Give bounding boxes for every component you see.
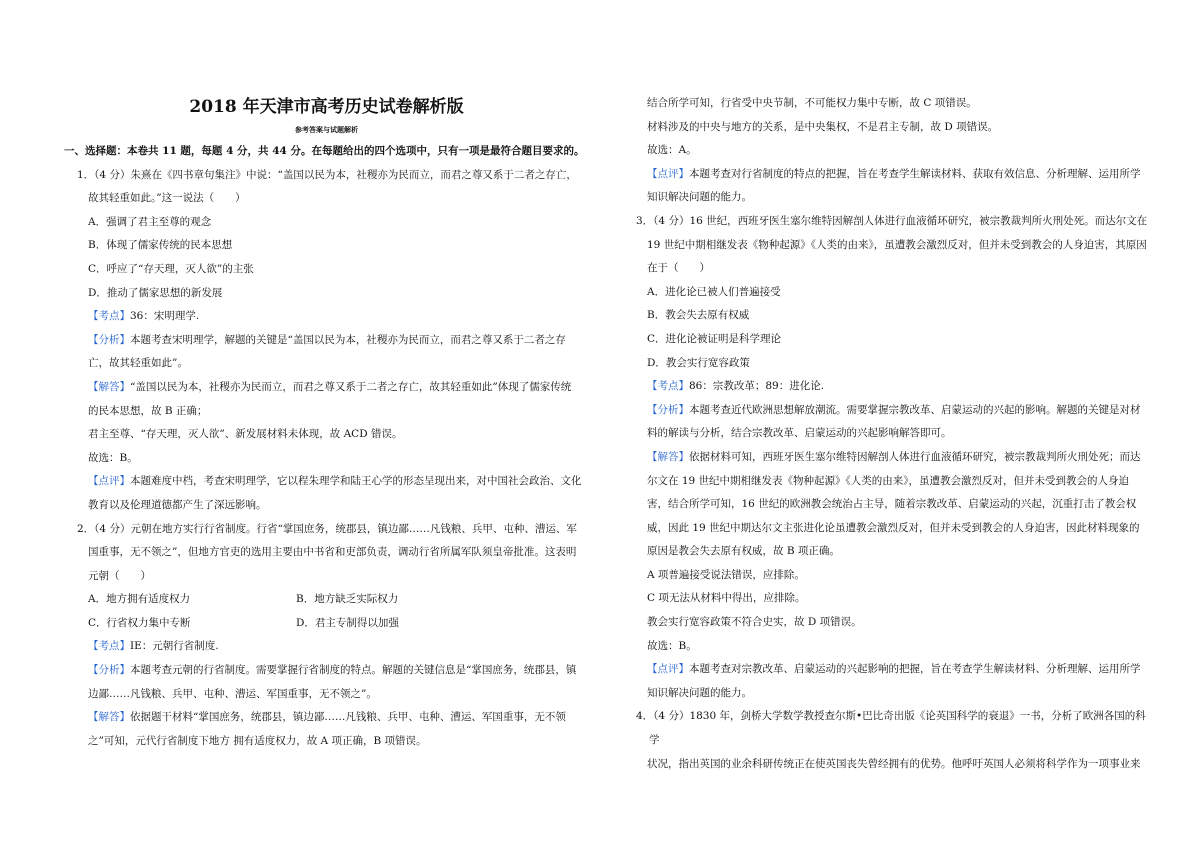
q1-option-a: A．强调了君主至尊的观念 — [88, 215, 212, 228]
q3-jieda-cont: 尔文在 19 世纪中期相继发表《物种起源》《人类的由来》，虽遭教会激烈反对，但并未受到教会的人身迫 — [647, 474, 1130, 487]
q2-option-d: D．君主专制得以加强 — [296, 616, 399, 629]
jieda-tag: 【解答】 — [88, 380, 130, 393]
fenxi-tag: 【分析】 — [88, 664, 130, 677]
q2-option-a: A．地方拥有适度权力 — [88, 593, 191, 606]
q2-option-c: C．行省权力集中专断 — [88, 616, 191, 629]
q3-answer: 故选：B。 — [647, 639, 697, 652]
question-3-stem-cont: 19 世纪中期相继发表《物种起源》《人类的由来》，虽遭教会激烈反对，但并未受到教会的人身迫害，其原因 — [647, 238, 1147, 251]
question-4-stem: 4．（4 分）1830 年，剑桥大学数学教授查尔斯•巴比奇出版《论英国科学的衰退》一书，分析了欧洲各国的科学 — [636, 710, 1146, 747]
q2-dianping-cont: 知识解决问题的能力。 — [647, 191, 752, 204]
q3-jieda: 【解答】依据材料可知，西班牙医生塞尔维特因解剖人体进行血液循环研究，被宗教裁判所火刑处死；而达 — [647, 450, 1141, 463]
right-column — [623, 0, 1148, 776]
question-1-stem-cont: 故其轻重如此。”这一说法（ ） — [88, 192, 246, 205]
q3-kaodian: 【考点】86：宗教改革；89：进化论. — [647, 380, 825, 393]
jieda-tag: 【解答】 — [647, 450, 689, 463]
document-subtitle: 参考答案与试题解析 — [295, 125, 358, 134]
kaodian-tag: 【考点】 — [647, 380, 689, 393]
q1-fenxi-cont: 亡，故其轻重如此”。 — [88, 357, 188, 370]
q1-jieda: 【解答】“盖国以民为本，社稷亦为民而立，而君之尊又系于二者之存亡，故其轻重如此”体现了儒家传统 — [88, 380, 572, 393]
q2-options-row-1 — [64, 588, 589, 612]
q2-option-b: B．地方缺乏实际权力 — [296, 593, 399, 606]
dianping-tag: 【点评】 — [647, 663, 689, 676]
q3-fenxi: 【分析】本题考查近代欧洲思想解放潮流。需要掌握宗教改革、启蒙运动的兴起的影响。解题的关键是对材 — [647, 403, 1141, 416]
q3-option-a: A．进化论已被人们普遍接受 — [647, 285, 781, 298]
q3-dianping: 【点评】本题考查对宗教改革、启蒙运动的兴起影响的把握，旨在考查学生解读材料、分析理解、运用所学 — [647, 663, 1141, 676]
q1-option-c: C．呼应了“存天理，灭人欲”的主张 — [88, 262, 254, 275]
q1-kaodian: 【考点】36：宋明理学. — [88, 310, 200, 323]
q3-note-c: C 项无法从材料中得出，应排除。 — [647, 592, 806, 605]
section-heading: 一、选择题：本卷共 11 题，每题 4 分，共 44 分。在每题给出的四个选项中，只有一项是最符合题目要求的。 — [64, 145, 585, 157]
q1-option-b: B．体现了儒家传统的民本思想 — [88, 239, 233, 252]
q3-note-a: A 项普遍接受说法错误，应排除。 — [647, 568, 805, 581]
q2-jieda-cont: 之”可知，元代行省制度下地方 拥有适度权力，故 A 项正确，B 项错误。 — [88, 734, 427, 747]
q3-option-c: C．进化论被证明是科学理论 — [647, 332, 782, 345]
question-2-stem: 2．（4 分）元朝在地方实行行省制度。行省“掌国庶务，统郡县，镇边鄙……凡钱粮、兵甲、屯种、漕运、军 — [77, 522, 577, 535]
q2-dianping: 【点评】本题考查对行省制度的特点的把握，旨在考查学生解读材料、获取有效信息、分析理解、运用所学 — [647, 167, 1141, 180]
q3-jieda-cont3: 威，因此 19 世纪中期达尔文主张进化论虽遭教会激烈反对，但并未受到教会的人身迫害，因此材料现象的 — [647, 521, 1140, 534]
q3-jieda-cont4: 原因是教会失去原有权威，故 B 项正确。 — [647, 545, 840, 558]
kaodian-tag: 【考点】 — [88, 640, 130, 653]
left-column — [64, 0, 589, 753]
q3-fenxi-cont: 料的解读与分析，结合宗教改革、启蒙运动的兴起影响解答即可。 — [647, 427, 952, 440]
fenxi-tag: 【分析】 — [647, 403, 689, 416]
q3-note-d: 教会实行宽容政策不符合史实，故 D 项错误。 — [647, 616, 862, 629]
q2-options-row-2 — [64, 612, 589, 636]
question-2-stem-cont2: 元朝（ ） — [88, 569, 151, 582]
q2-fenxi: 【分析】本题考查元朝的行省制度。需要掌握行省制度的特点。解题的关键信息是“掌国庶务，统郡县，镇 — [88, 664, 577, 677]
question-2-stem-cont: 国重事，无不领之”，但地方官吏的选用主要由中书省和吏部负责，调动行省所属军队须皇帝批准。这表明 — [88, 546, 577, 559]
question-3-stem-cont2: 在于（ ） — [647, 262, 710, 275]
dianping-tag: 【点评】 — [647, 167, 689, 180]
question-4-stem-cont: 状况，指出英国的业余科研传统正在使英国丧失曾经拥有的优势。他呼吁英国人必须将科学作为一项事业来 — [647, 757, 1141, 770]
q2-jieda-cont3: 材料涉及的中央与地方的关系，是中央集权，不是君主专制，故 D 项错误。 — [647, 120, 999, 133]
q3-jieda-cont2: 害，结合所学可知，16 世纪的欧洲教会统治占主导，随着宗教改革、启蒙运动的兴起，沉重打击了教会权 — [647, 498, 1137, 511]
question-1-stem: 1．（4 分）朱熹在《四书章句集注》中说：“盖国以民为本，社稷亦为民而立，而君之尊又系于二者之存亡， — [77, 168, 577, 181]
dianping-tag: 【点评】 — [88, 475, 130, 488]
q2-kaodian: 【考点】IE：元朝行省制度. — [88, 640, 219, 653]
jieda-tag: 【解答】 — [88, 711, 130, 724]
kaodian-tag: 【考点】 — [88, 310, 130, 323]
q1-option-d: D．推动了儒家思想的新发展 — [88, 286, 223, 299]
q1-jieda-cont: 的民本思想，故 B 正确； — [88, 404, 208, 417]
q1-dianping: 【点评】本题难度中档，考查宋明理学，它以程朱理学和陆王心学的形态呈现出来，对中国社会政治、文化 — [88, 475, 582, 488]
q2-jieda-cont2: 结合所学可知，行省受中央节制，不可能权力集中专断，故 C 项错误。 — [647, 97, 977, 109]
q3-dianping-cont: 知识解决问题的能力。 — [647, 686, 752, 699]
q1-answer: 故选：B。 — [88, 451, 138, 464]
q1-fenxi: 【分析】本题考查宋明理学，解题的关键是“盖国以民为本，社稷亦为民而立，而君之尊又系于二者之存 — [88, 333, 566, 346]
document-title: 2018 年天津市高考历史试卷解析版 — [189, 97, 464, 117]
question-3-stem: 3．（4 分）16 世纪，西班牙医生塞尔维特因解剖人体进行血液循环研究，被宗教裁判所火刑处死。而达尔文在 — [636, 214, 1148, 227]
fenxi-tag: 【分析】 — [88, 333, 130, 346]
q1-dianping-cont: 教育以及伦理道德都产生了深远影响。 — [88, 498, 267, 511]
q3-option-d: D．教会实行宽容政策 — [647, 356, 750, 369]
q2-fenxi-cont: 边鄙……凡钱粮、兵甲、屯种、漕运、军国重事，无不领之”。 — [88, 687, 377, 700]
q2-jieda: 【解答】依据题干材料“掌国庶务，统郡县，镇边鄙……凡钱粮、兵甲、屯种、漕运、军国重事，无不领 — [88, 711, 566, 724]
q3-option-b: B．教会失去原有权威 — [647, 309, 750, 322]
q2-answer: 故选：A。 — [647, 144, 697, 157]
q1-jieda-cont2: 君主至尊、“存天理，灭人欲”、新发展材料未体现，故 ACD 错误。 — [88, 428, 403, 441]
